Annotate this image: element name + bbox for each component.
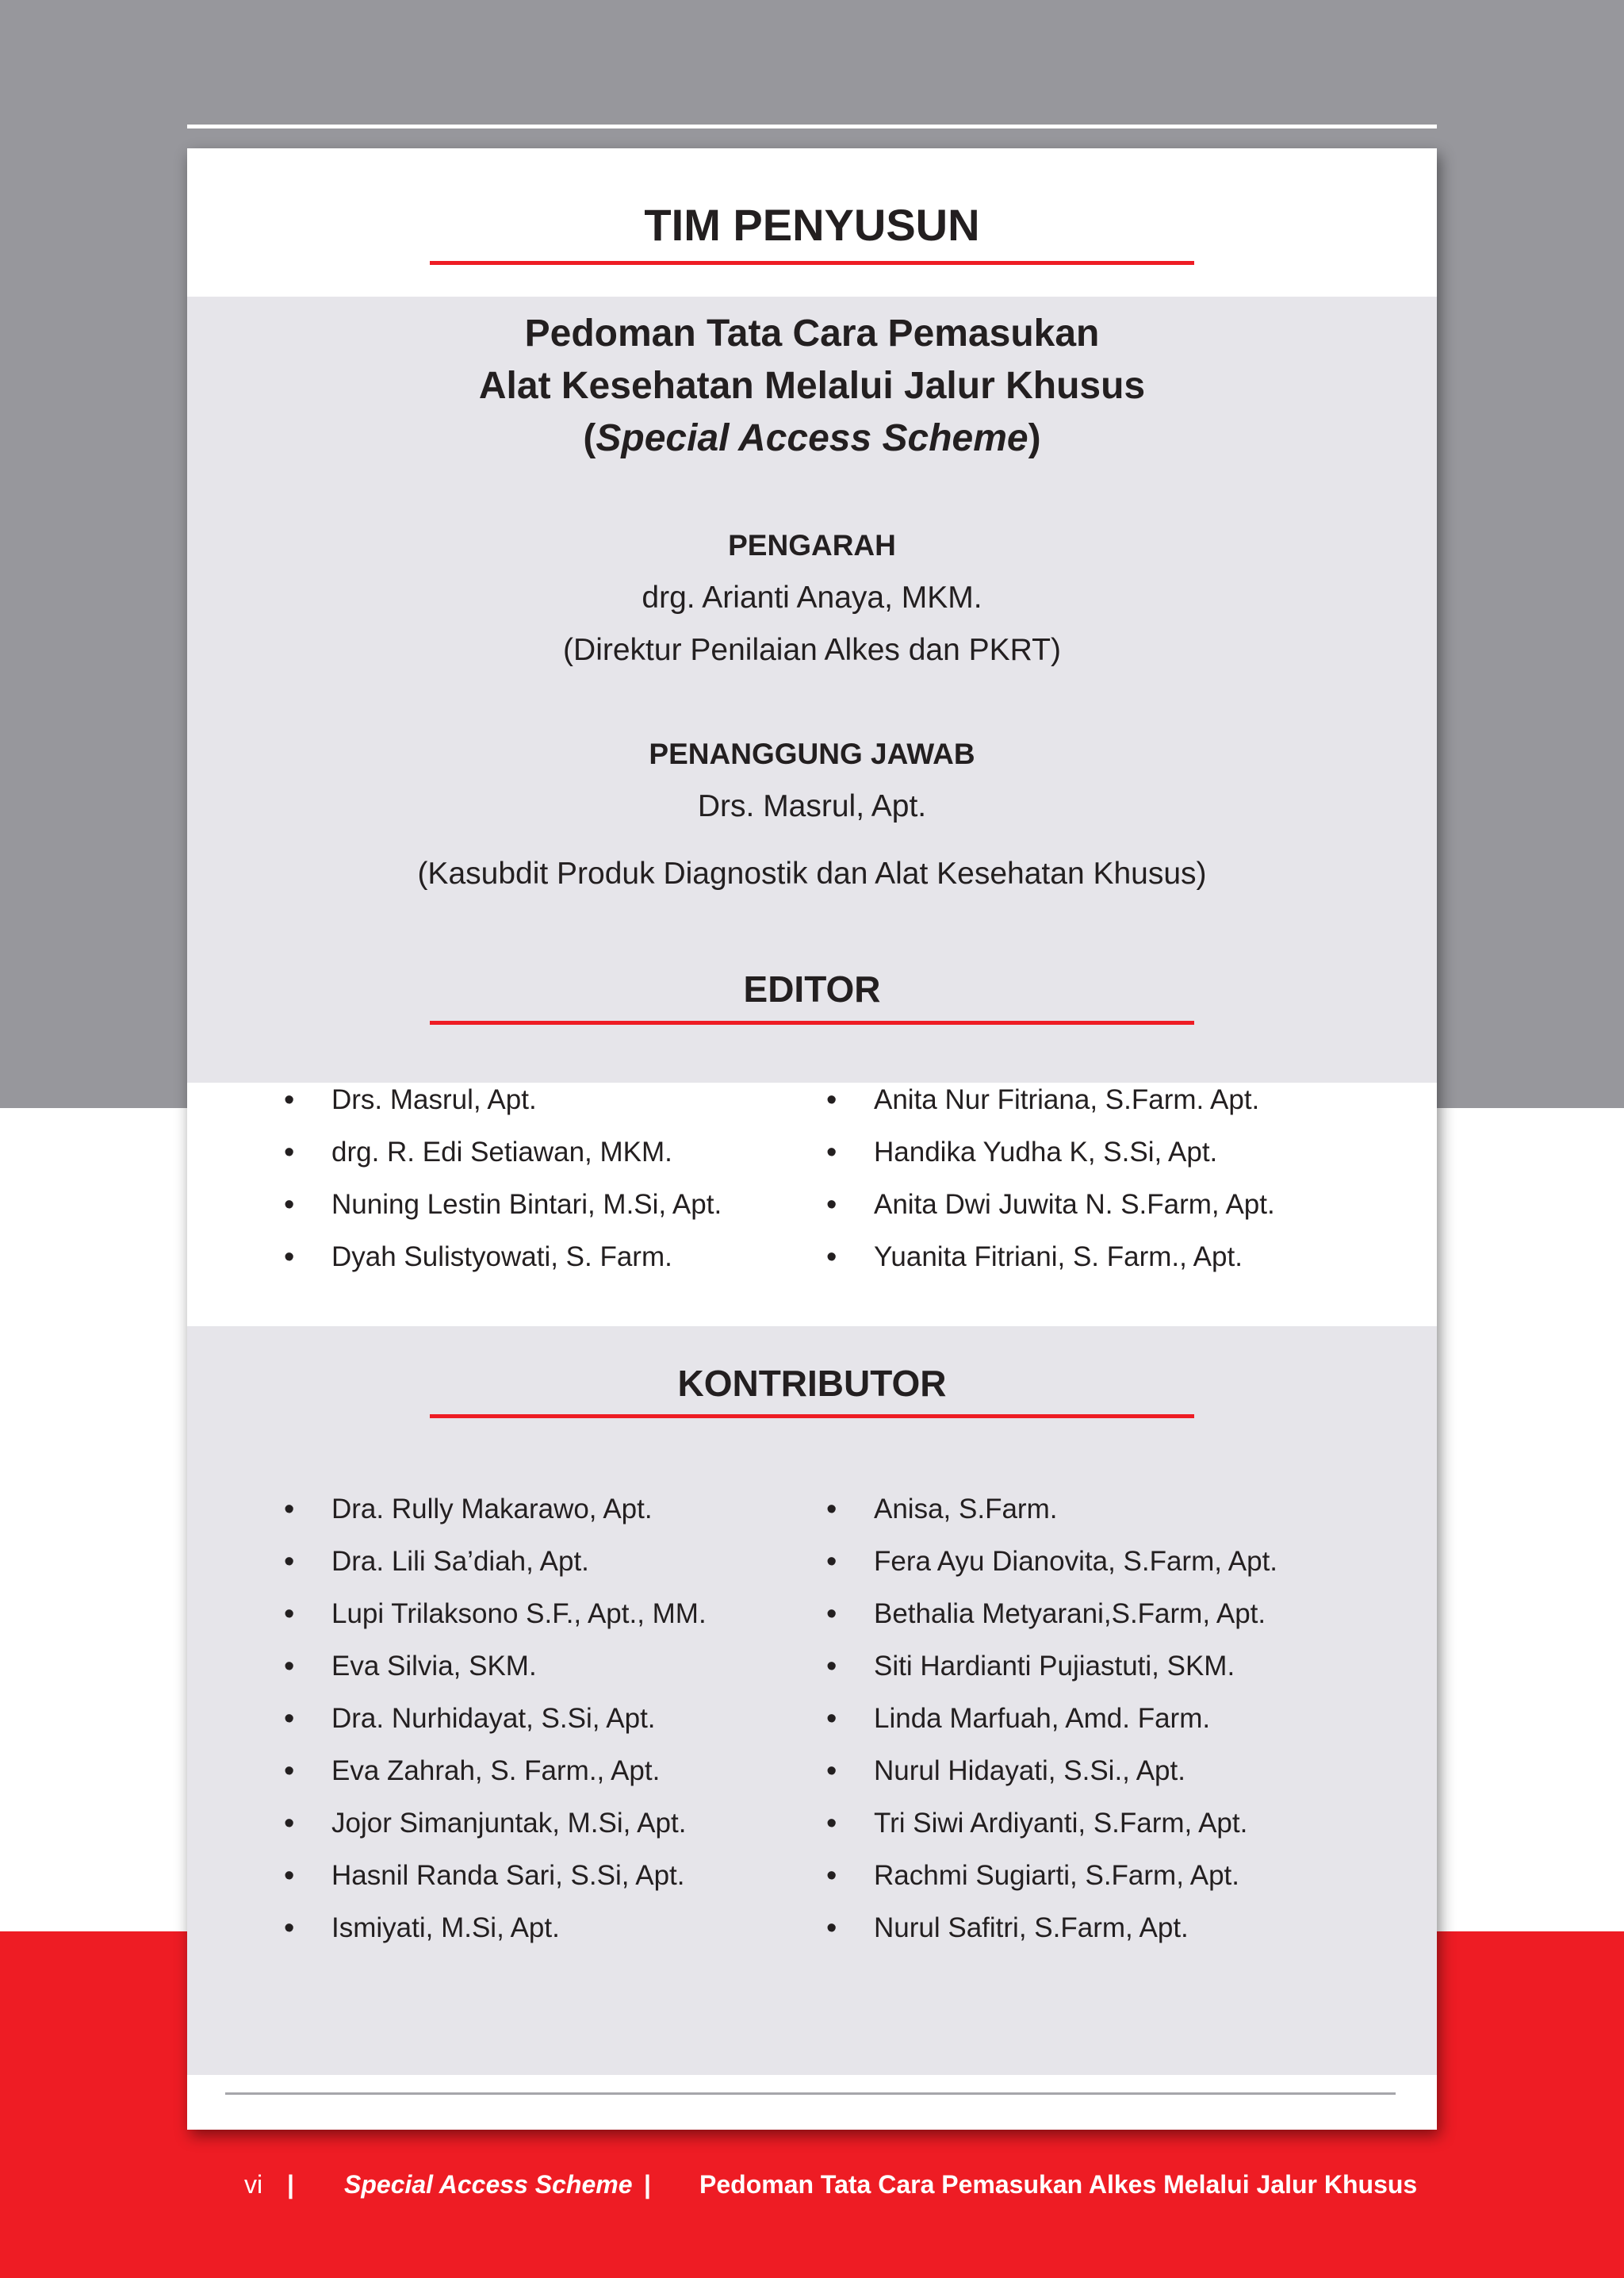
list-item: • Fera Ayu Dianovita, S.Farm, Apt. [826, 1544, 1277, 1597]
list-item: • Nuning Lestin Bintari, M.Si, Apt. [284, 1187, 722, 1240]
book-title-italic: Special Access Scheme [596, 417, 1028, 459]
page-card [187, 148, 1437, 2130]
kontributor-underline [430, 1414, 1194, 1418]
paren-open: ( [583, 417, 596, 459]
title-underline [430, 261, 1194, 265]
list-item: • Dra. Rully Makarawo, Apt. [284, 1492, 707, 1544]
list-item: • Lupi Trilaksono S.F., Apt., MM. [284, 1597, 707, 1649]
editor-underline [430, 1021, 1194, 1025]
footer-separator: | [287, 2170, 294, 2199]
bottom-divider [225, 2092, 1396, 2095]
editor-heading: EDITOR [743, 968, 881, 1010]
list-item: • Siti Hardianti Pujiastuti, SKM. [826, 1649, 1277, 1701]
kontributor-list-right [826, 1492, 1277, 1963]
list-item: • Nurul Hidayati, S.Si., Apt. [826, 1754, 1277, 1806]
list-item: • Handika Yudha K, S.Si, Apt. [826, 1135, 1275, 1187]
list-item: • Anita Dwi Juwita N. S.Farm, Apt. [826, 1187, 1275, 1240]
list-item: • Tri Siwi Ardiyanti, S.Farm, Apt. [826, 1806, 1277, 1858]
list-item: • Dyah Sulistyowati, S. Farm. [284, 1240, 722, 1292]
book-title-line3 [187, 412, 1437, 465]
penanggung-jawab-name: Drs. Masrul, Apt. [697, 789, 927, 823]
editor-list-left [284, 1083, 722, 1292]
list-item: • Jojor Simanjuntak, M.Si, Apt. [284, 1806, 707, 1858]
footer-series-title: Special Access Scheme [344, 2170, 633, 2199]
list-item: • Linda Marfuah, Amd. Farm. [826, 1701, 1277, 1754]
penanggung-jawab-role: (Kasubdit Produk Diagnostik dan Alat Kesehatan Khusus) [417, 857, 1207, 891]
list-item: • Hasnil Randa Sari, S.Si, Apt. [284, 1858, 707, 1911]
paren-close: ) [1028, 417, 1041, 459]
list-item: • Dra. Nurhidayat, S.Si, Apt. [284, 1701, 707, 1754]
list-item: • Nurul Safitri, S.Farm, Apt. [826, 1911, 1277, 1963]
list-item: • Anisa, S.Farm. [826, 1492, 1277, 1544]
pengarah-name: drg. Arianti Anaya, MKM. [642, 581, 982, 615]
list-item: • Drs. Masrul, Apt. [284, 1083, 722, 1135]
list-item: • Dra. Lili Sa’diah, Apt. [284, 1544, 707, 1597]
pengarah-role: (Direktur Penilaian Alkes dan PKRT) [563, 633, 1061, 667]
kontributor-list-left [284, 1492, 707, 1963]
kontributor-heading: KONTRIBUTOR [677, 1363, 947, 1404]
list-item: • drg. R. Edi Setiawan, MKM. [284, 1135, 722, 1187]
pengarah-label: PENGARAH [728, 529, 896, 562]
list-item: • Anita Nur Fitriana, S.Farm. Apt. [826, 1083, 1275, 1135]
top-divider [187, 125, 1437, 128]
list-item: • Ismiyati, M.Si, Apt. [284, 1911, 707, 1963]
penanggung-jawab-label: PENANGGUNG JAWAB [649, 738, 975, 770]
list-item: • Eva Silvia, SKM. [284, 1649, 707, 1701]
footer-separator: | [644, 2170, 651, 2199]
list-item: • Yuanita Fitriani, S. Farm., Apt. [826, 1240, 1275, 1292]
list-item: • Rachmi Sugiarti, S.Farm, Apt. [826, 1858, 1277, 1911]
editor-list-right [826, 1083, 1275, 1292]
book-title-line2: Alat Kesehatan Melalui Jalur Khusus [478, 365, 1146, 407]
list-item: • Eva Zahrah, S. Farm., Apt. [284, 1754, 707, 1806]
list-item: • Bethalia Metyarani,S.Farm, Apt. [826, 1597, 1277, 1649]
page-footer [0, 2170, 1624, 2210]
page-title: TIM PENYUSUN [644, 200, 980, 250]
footer-book-title: Pedoman Tata Cara Pemasukan Alkes Melalui Jalur Khusus [699, 2170, 1418, 2199]
page-number: vi [244, 2170, 263, 2199]
book-title-line1: Pedoman Tata Cara Pemasukan [524, 313, 1100, 355]
